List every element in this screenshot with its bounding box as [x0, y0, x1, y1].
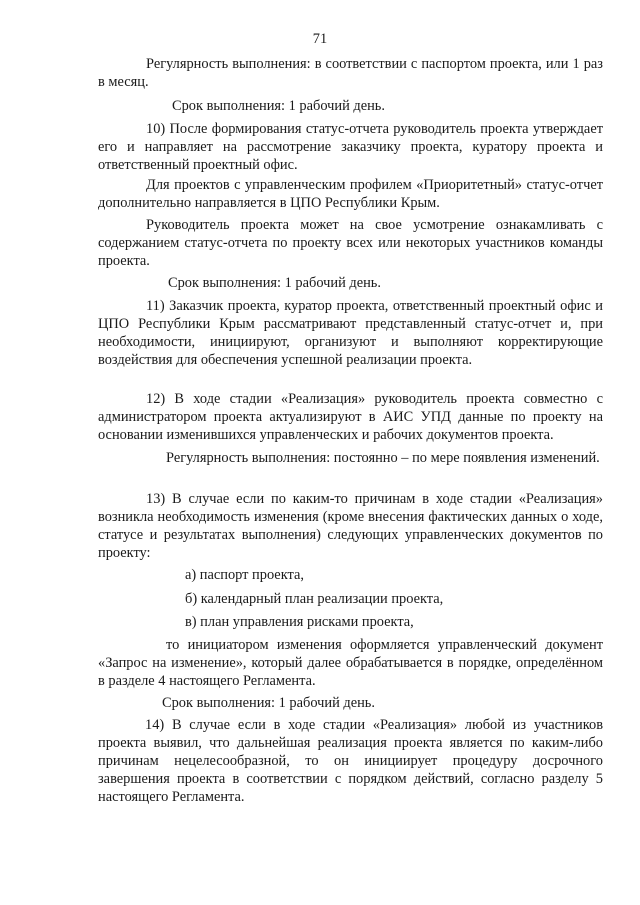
- paragraph-regularity-2: Регулярность выполнения: постоянно – по мере появления изменений.: [166, 450, 600, 466]
- paragraph-deadline-3: Срок выполнения: 1 рабочий день.: [162, 695, 375, 711]
- paragraph-item-13: 13) В случае если по каким-то причинам в ходе стадии «Реализация» возникла необходимость изменения (кроме внесения фактических данных о ходе, статусе и результатах выполнения) следующих управленческих документов по проекту:: [98, 491, 603, 561]
- paragraph-priority-profile: Для проектов с управленческим профилем «Приоритетный» статус-отчет дополнительно направляется в ЦПО Республики Крым.: [98, 177, 603, 211]
- paragraph-item-11: 11) Заказчик проекта, куратор проекта, ответственный проектный офис и ЦПО Республики Крым рассматривают представленный статус-отчет и, при необходимости, инициируют, организуют и выполняют корректирующие воздействия для обеспечения успешной реализации проекта.: [98, 298, 603, 368]
- page-number: 71: [312, 31, 328, 47]
- paragraph-team-familiarization: Руководитель проекта может на свое усмотрение ознакамливать с содержанием статус-отчета по проекту всех или некоторых участников команды проекта.: [98, 217, 603, 269]
- paragraph-deadline-1: Срок выполнения: 1 рабочий день.: [172, 98, 385, 114]
- list-item-risk-plan: в) план управления рисками проекта,: [185, 614, 414, 630]
- paragraph-deadline-2: Срок выполнения: 1 рабочий день.: [168, 275, 381, 291]
- list-item-passport: а) паспорт проекта,: [185, 567, 304, 583]
- list-item-calendar-plan: б) календарный план реализации проекта,: [185, 591, 444, 607]
- paragraph-change-request: то инициатором изменения оформляется управленческий документ «Запрос на изменение», который далее обрабатывается в порядке, определённом в разделе 4 настоящего Регламента.: [98, 637, 603, 689]
- paragraph-item-14: 14) В случае если в ходе стадии «Реализация» любой из участников проекта выявил, что дальнейшая реализация проекта является по каким-либо причинам нецелесообразной, то он инициирует процедуру досрочного завершения проекта в соответствии с порядком действий, согласно разделу 5 настоящего Регламента.: [98, 717, 603, 805]
- paragraph-item-10: 10) После формирования статус-отчета руководитель проекта утверждает его и направляет на рассмотрение заказчику проекта, куратору проекта и ответственный проектный офис.: [98, 121, 603, 173]
- paragraph-regularity-1: Регулярность выполнения: в соответствии с паспортом проекта, или 1 раз в месяц.: [98, 56, 603, 90]
- paragraph-item-12: 12) В ходе стадии «Реализация» руководитель проекта совместно с администратором проекта актуализируют в АИС УПД данные по проекту на основании изменившихся управленческих и рабочих документов проекта.: [98, 391, 603, 443]
